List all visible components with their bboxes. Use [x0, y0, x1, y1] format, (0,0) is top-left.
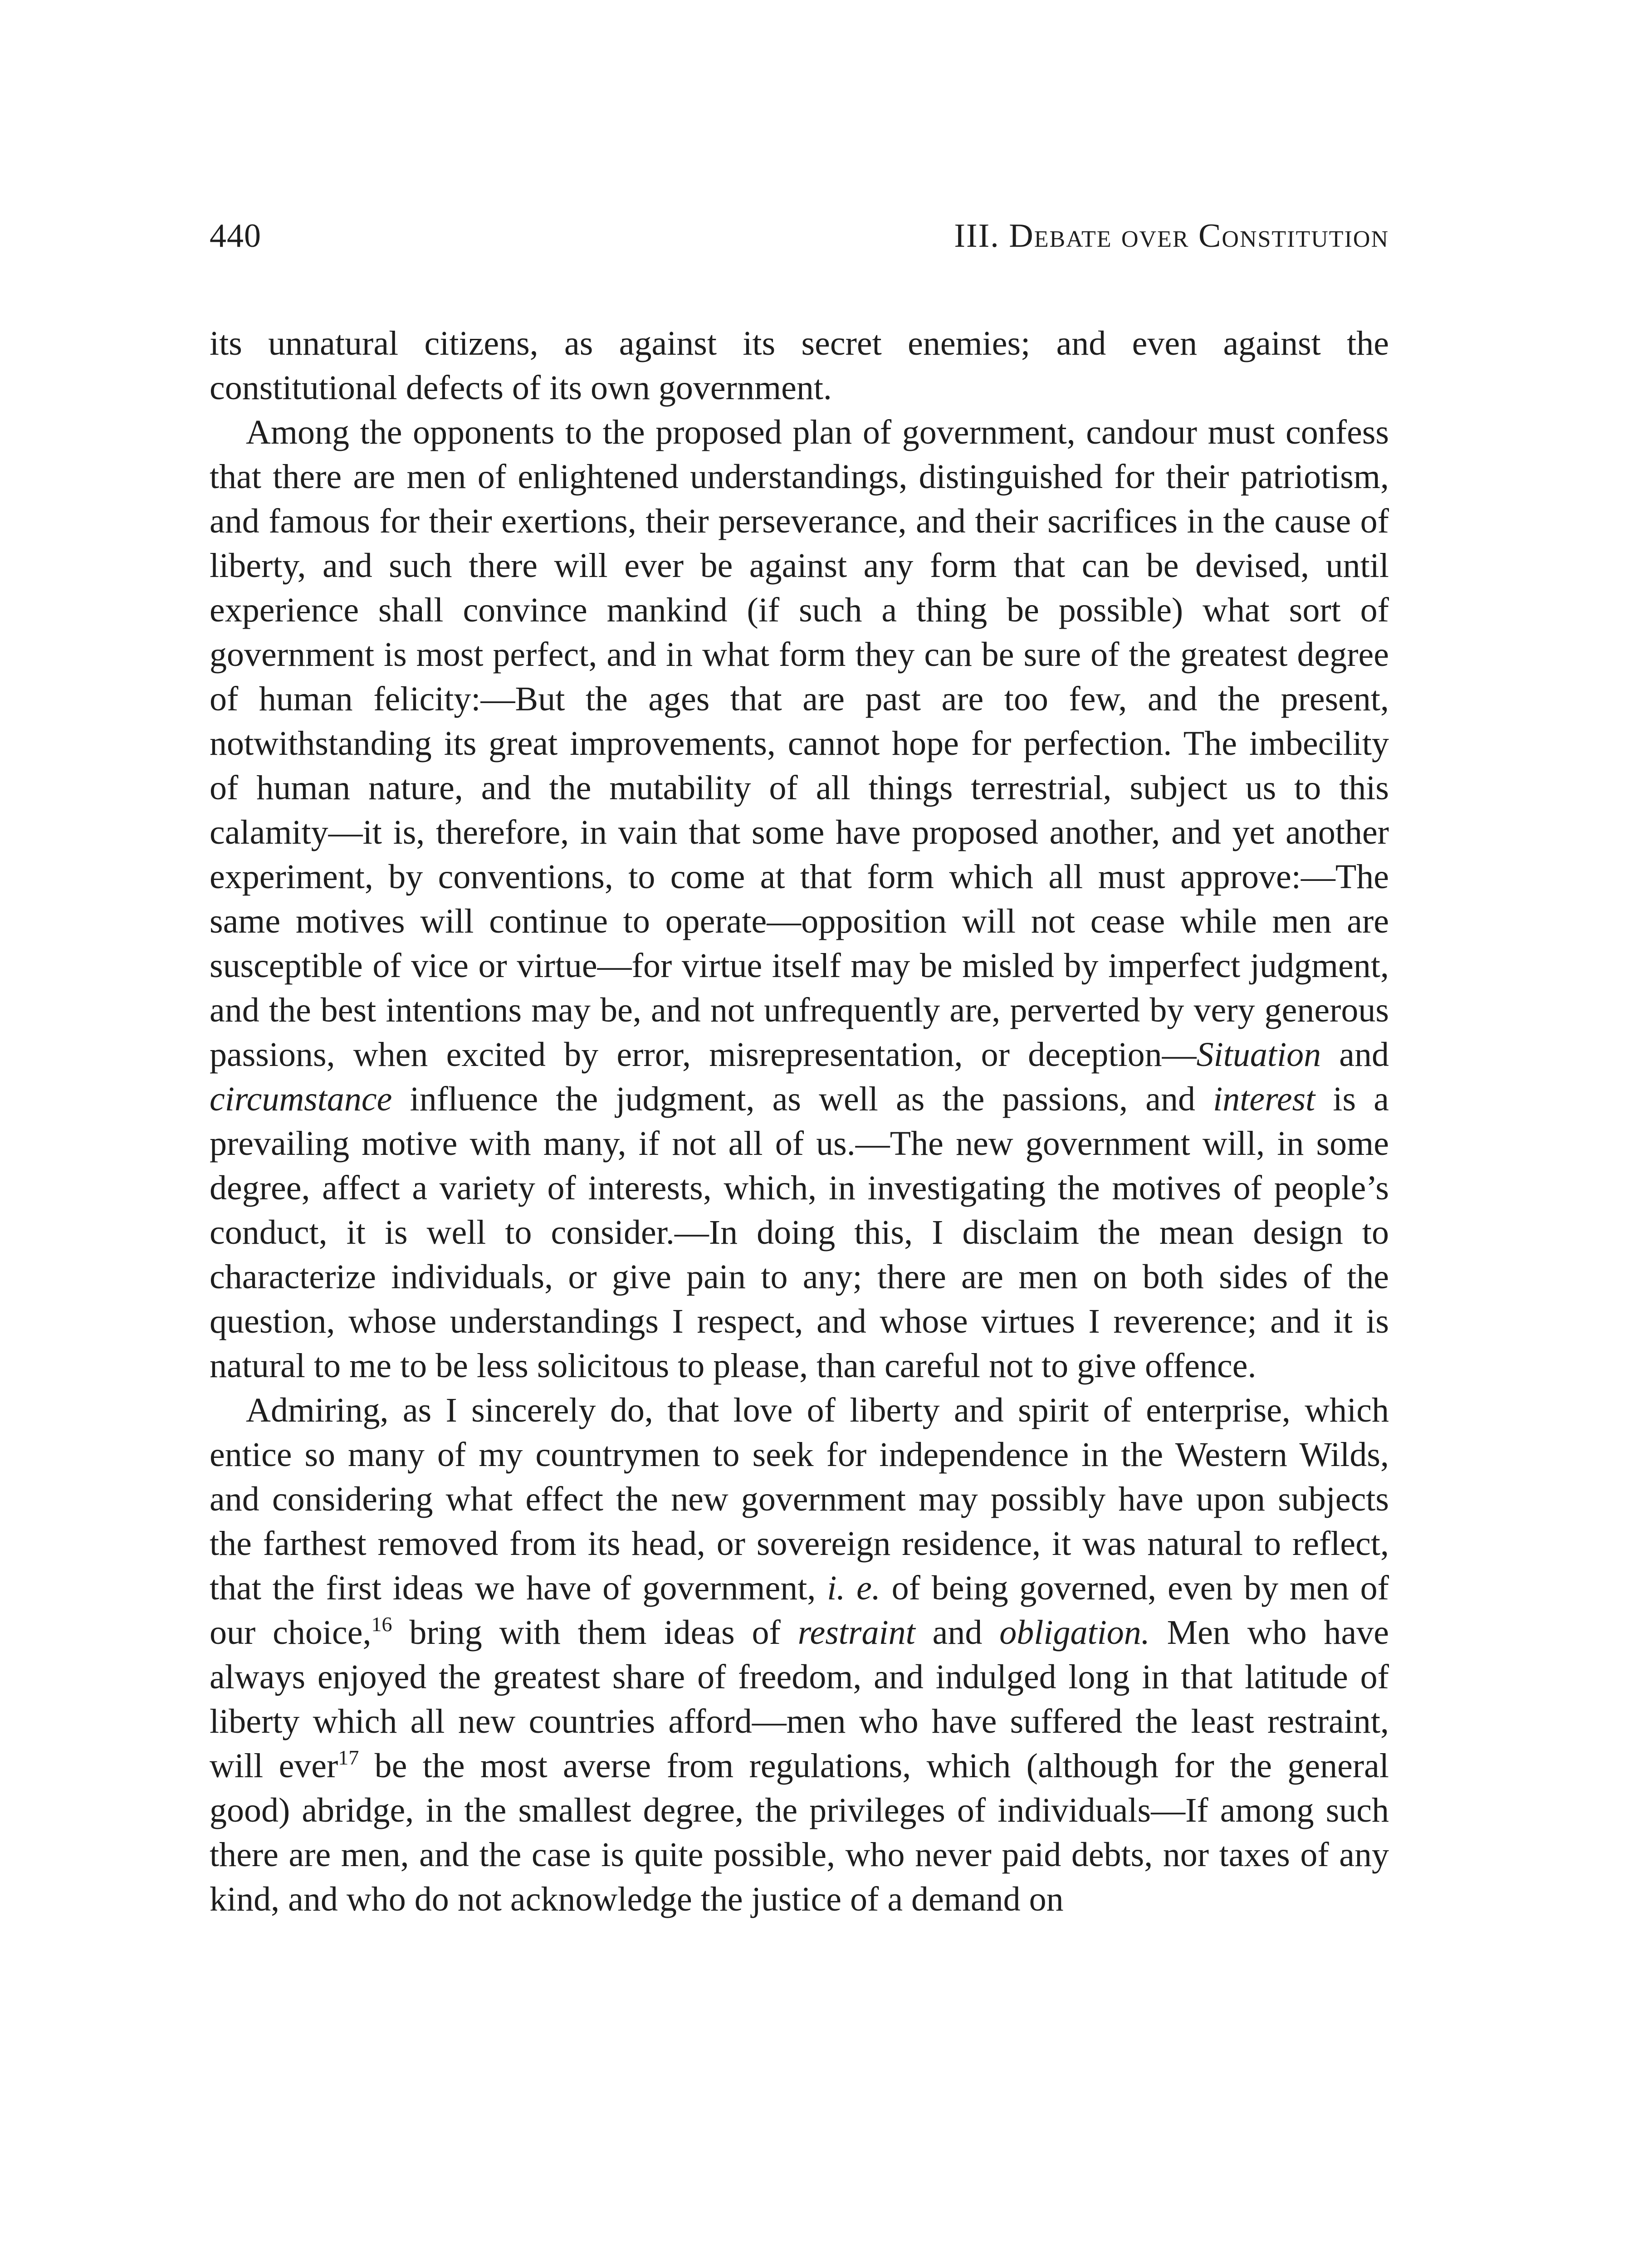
text-run: influence the judgment, as well as the passions, and: [392, 1080, 1213, 1118]
text-run: and: [915, 1613, 1000, 1652]
text-run: is a prevailing motive with many, if not all of us.—The new government will, in some degree, affect a variety of interests, which, in investigating the motives of people’s conduct, it is well to consider.—In doing this, I disclaim the mean design to characterize individuals, or give pain to any; there are men on both sides of the question, whose understandings I respect, and whose virtues I reverence; and it is natural to me to be less solicitous to please, than careful not to give offence.: [210, 1080, 1389, 1385]
paragraph: [210, 321, 1389, 410]
italic-text: restraint: [797, 1613, 915, 1652]
italic-text: obligation.: [999, 1613, 1150, 1652]
section-title: III. Debate over Constitution: [954, 217, 1389, 254]
italic-text: circumstance: [210, 1080, 392, 1118]
text-run: Admiring, as I sincerely do, that love of liberty and spirit of enterprise, which entice so many of my countrymen to seek for independence in the Western Wilds, and considering what effect the new government may possibly have upon subjects the farthest removed from its head, or sovereign residence, it was natural to reflect, that the first ideas we have of government,: [210, 1391, 1389, 1607]
paragraph: [210, 1388, 1389, 1921]
running-head: [210, 213, 1389, 259]
italic-text: Situation: [1196, 1036, 1321, 1074]
text-run: be the most averse from regulations, which (although for the general good) abridge, in the smallest degree, the privileges of individuals—If among such there are men, and the case is quite possible, who never paid debts, nor taxes of any kind, and who do not acknowledge the justice of a demand on: [210, 1747, 1389, 1918]
footnote-ref: 17: [338, 1746, 359, 1769]
text-run: bring with them ideas of: [392, 1613, 798, 1652]
page-number: 440: [210, 217, 261, 254]
text-run: Among the opponents to the proposed plan of government, candour must confess that there are men of enlightened understandings, distinguished for their patriotism, and famous for their exertions, their perseverance, and their sacrifices in the cause of liberty, and such there will ever be against any form that can be devised, until experience shall convince mankind (if such a thing be possible) what sort of government is most perfect, and in what form they can be sure of the greatest degree of human felicity:—But the ages that are past are too few, and the present, notwithstanding its great improvements, cannot hope for perfection. The imbecility of human nature, and the mutability of all things terrestrial, subject us to this calamity—it is, therefore, in vain that some have proposed another, and yet another experiment, by conventions, to come at that form which all must approve:—The same motives will continue to operate—opposition will not cease while men are susceptible of vice or virtue—for virtue itself may be misled by imperfect judgment, and the best intentions may be, and not unfrequently are, perverted by very generous passions, when excited by error, misrepresentation, or deception—: [210, 413, 1389, 1074]
body-text: [210, 321, 1389, 1921]
text-run: Men who have always enjoyed the greatest share of freedom, and indulged long in that latitude of liberty which all new countries afford—men who have suffered the least restraint, will ever: [210, 1613, 1389, 1785]
italic-text: i. e.: [827, 1569, 880, 1607]
text-run: of being governed, even by men of our choice,: [210, 1569, 1389, 1652]
footnote-ref: 16: [371, 1613, 392, 1636]
text-run: its unnatural citizens, as against its secret enemies; and even against the constitutional defects of its own government.: [210, 324, 1389, 407]
italic-text: interest: [1213, 1080, 1315, 1118]
paragraph: [210, 410, 1389, 1388]
book-page: [210, 213, 1389, 1921]
text-run: and: [1321, 1036, 1389, 1074]
